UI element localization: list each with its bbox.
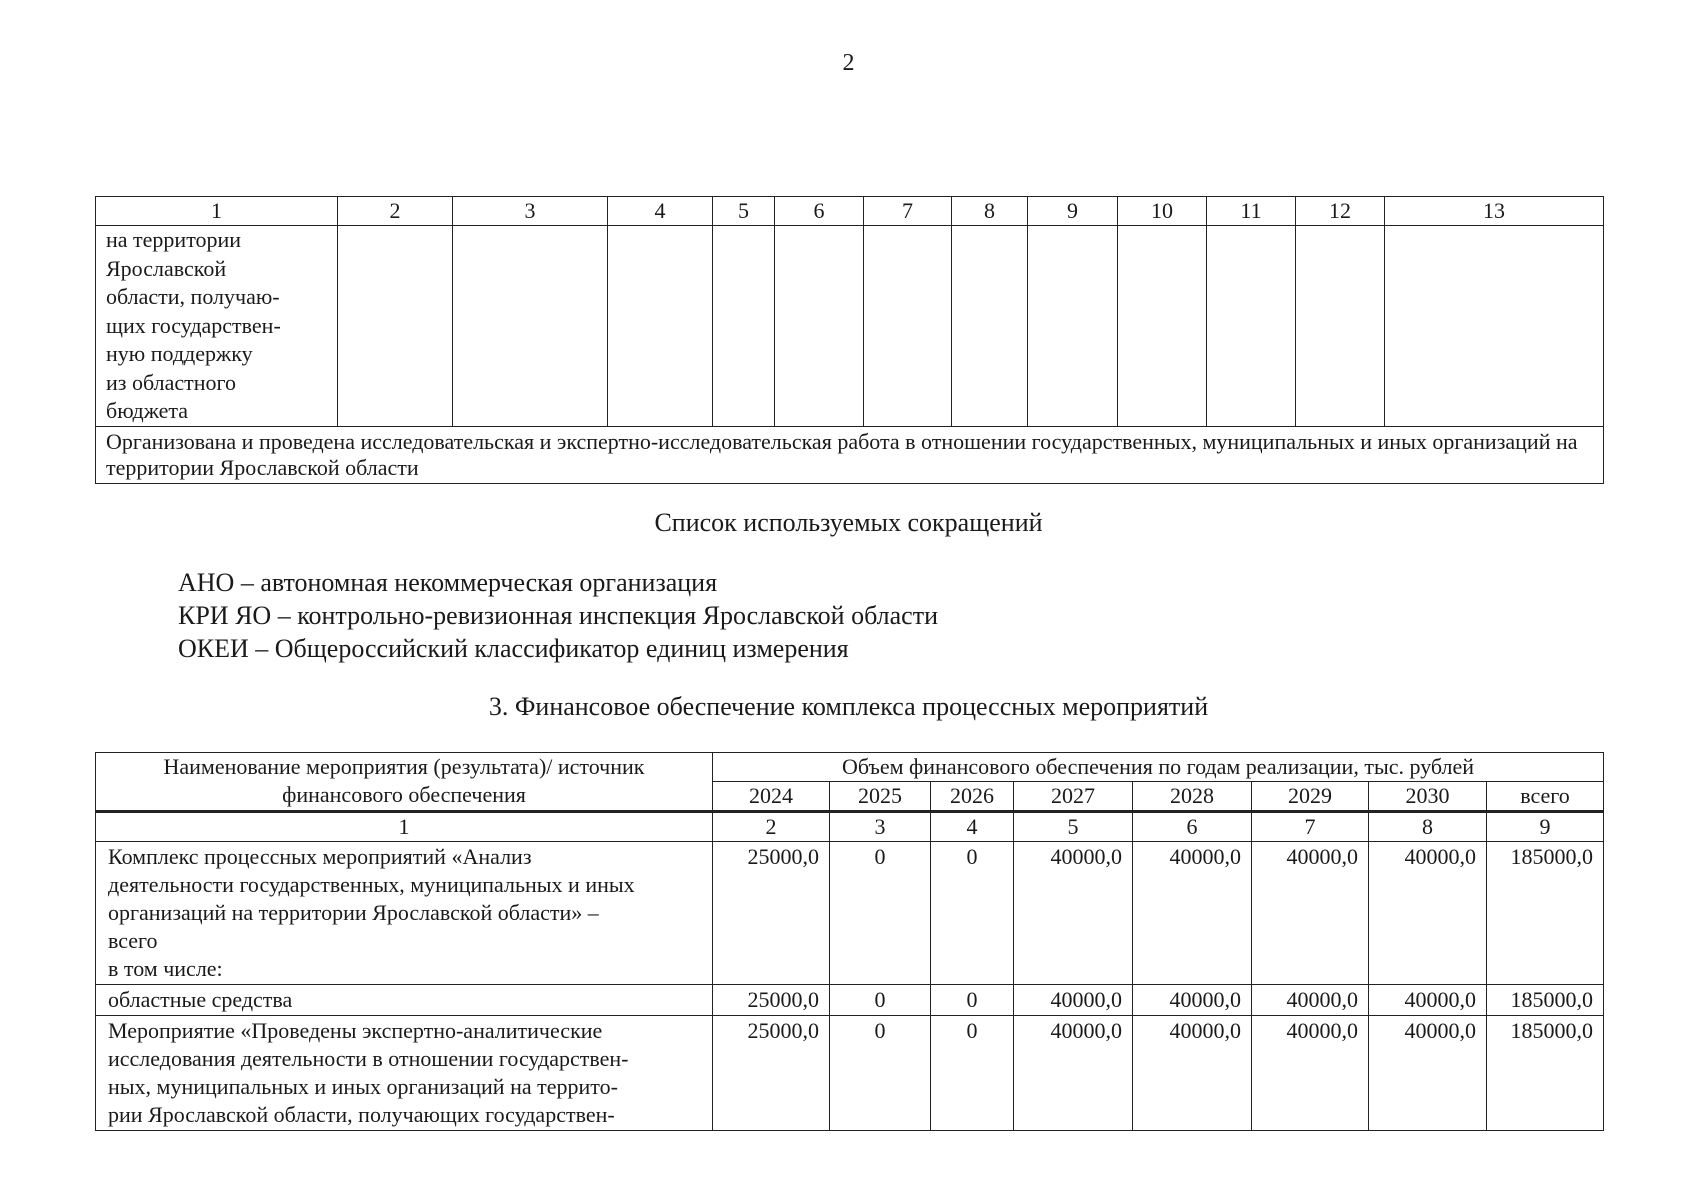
indicators-table-continuation (95, 196, 1604, 484)
column-number: 6 (775, 197, 864, 226)
page-number: 2 (842, 50, 855, 76)
value-cell: 0 (931, 985, 1014, 1016)
value-cell: 0 (830, 1016, 931, 1131)
column-number: 5 (713, 197, 775, 226)
abbreviation-item: ОКЕИ – Общероссийский классификатор единиц измерения (178, 634, 849, 663)
column-number: 6 (1133, 812, 1252, 842)
column-number: 7 (1252, 812, 1369, 842)
financial-table (95, 752, 1604, 1131)
table-row (96, 842, 1604, 985)
text-line: ную поддержку (106, 341, 253, 366)
value-cell: 40000,0 (1252, 985, 1369, 1016)
activity-name-cell (96, 985, 713, 1016)
abbreviations-title: Список используемых сокращений (654, 508, 1043, 537)
year-header: 2027 (1014, 782, 1133, 812)
empty-cell (1385, 226, 1604, 427)
empty-cell (338, 226, 453, 427)
value-cell: 0 (931, 842, 1014, 985)
empty-cell (453, 226, 608, 427)
empty-cell (608, 226, 713, 427)
column-number: 11 (1207, 197, 1296, 226)
text-line: бюджета (106, 398, 189, 423)
value-cell: 40000,0 (1014, 985, 1133, 1016)
column-number: 9 (1487, 812, 1604, 842)
value-cell: 40000,0 (1133, 842, 1252, 985)
text-line: Ярославской (106, 255, 227, 281)
year-header: 2024 (713, 782, 830, 812)
value-cell: 25000,0 (713, 1016, 830, 1131)
text-line: на территории (106, 227, 242, 252)
column-number: 5 (1014, 812, 1133, 842)
text-line: щих государствен- (106, 312, 281, 338)
text-line: всего (108, 928, 158, 953)
column-number: 1 (96, 812, 713, 842)
activity-name-cell (96, 842, 713, 985)
text-line: организаций на территории Ярославской области» – (108, 900, 599, 925)
empty-cell (1118, 226, 1207, 427)
empty-cell (1296, 226, 1385, 427)
value-cell: 40000,0 (1014, 842, 1133, 985)
value-cell: 40000,0 (1252, 1016, 1369, 1131)
value-cell: 40000,0 (1014, 1016, 1133, 1131)
column-number: 3 (830, 812, 931, 842)
value-cell: 40000,0 (1133, 985, 1252, 1016)
column-number: 10 (1118, 197, 1207, 226)
value-cell: 0 (830, 985, 931, 1016)
table-row (96, 985, 1604, 1016)
empty-cell (1207, 226, 1296, 427)
table-row (96, 1016, 1604, 1131)
value-cell: 40000,0 (1369, 985, 1487, 1016)
text-line: деятельности государственных, муниципальных и иных (108, 872, 635, 897)
section-title: 3. Финансовое обеспечение комплекса процессных мероприятий (488, 692, 1209, 721)
text-line: областные средства (108, 987, 293, 1012)
table-row (96, 226, 1604, 427)
table-row (96, 426, 1604, 483)
empty-cell (864, 226, 952, 427)
year-header: всего (1487, 782, 1604, 812)
value-cell: 185000,0 (1487, 1016, 1604, 1131)
column-number: 7 (864, 197, 952, 226)
header-name-cell: Наименование мероприятия (результата)/ источник финансового обеспечения (96, 753, 713, 812)
empty-cell (775, 226, 864, 427)
column-number: 9 (1028, 197, 1118, 226)
value-cell: 0 (931, 1016, 1014, 1131)
year-header: 2028 (1133, 782, 1252, 812)
text-line: рии Ярославской области, получающих государствен- (108, 1102, 615, 1127)
result-description: Организована и проведена исследовательская и экспертно-исследовательская работа в отношении государственных, муниципальных и иных организаций на территории Ярославской области (96, 426, 1604, 483)
column-number-row (96, 197, 1604, 226)
text-line: Мероприятие «Проведены экспертно-аналитические (108, 1018, 603, 1043)
column-number: 8 (1369, 812, 1487, 842)
text-line: в том числе: (108, 956, 223, 981)
column-number-row (96, 812, 1604, 842)
value-cell: 25000,0 (713, 985, 830, 1016)
value-cell: 185000,0 (1487, 842, 1604, 985)
abbreviation-item: АНО – автономная некоммерческая организация (178, 568, 718, 597)
column-number: 1 (96, 197, 338, 226)
activity-name-cell (96, 1016, 713, 1131)
value-cell: 40000,0 (1252, 842, 1369, 985)
indicator-name-cell (96, 226, 338, 427)
value-cell: 40000,0 (1133, 1016, 1252, 1131)
empty-cell (1028, 226, 1118, 427)
text-line: Комплекс процессных мероприятий «Анализ (108, 844, 532, 869)
column-number: 4 (931, 812, 1014, 842)
year-header: 2029 (1252, 782, 1369, 812)
column-number: 2 (338, 197, 453, 226)
text-line: из областного (106, 369, 236, 395)
header-volume-cell: Объем финансового обеспечения по годам реализации, тыс. рублей (713, 753, 1604, 782)
table-header-row (96, 753, 1604, 782)
column-number: 3 (453, 197, 608, 226)
empty-cell (952, 226, 1028, 427)
abbreviation-item: КРИ ЯО – контрольно-ревизионная инспекция Ярославской области (178, 601, 938, 630)
year-header: 2030 (1369, 782, 1487, 812)
empty-cell (713, 226, 775, 427)
text-line: исследования деятельности в отношении государствен- (108, 1046, 629, 1071)
column-number: 8 (952, 197, 1028, 226)
abbreviations-list (178, 566, 938, 665)
column-number: 12 (1296, 197, 1385, 226)
year-header: 2026 (931, 782, 1014, 812)
value-cell: 0 (830, 842, 931, 985)
column-number: 13 (1385, 197, 1604, 226)
text-line: ных, муниципальных и иных организаций на террито- (108, 1074, 618, 1099)
value-cell: 25000,0 (713, 842, 830, 985)
column-number: 4 (608, 197, 713, 226)
value-cell: 40000,0 (1369, 842, 1487, 985)
year-header: 2025 (830, 782, 931, 812)
value-cell: 40000,0 (1369, 1016, 1487, 1131)
value-cell: 185000,0 (1487, 985, 1604, 1016)
column-number: 2 (713, 812, 830, 842)
text-line: области, получаю- (106, 284, 280, 309)
